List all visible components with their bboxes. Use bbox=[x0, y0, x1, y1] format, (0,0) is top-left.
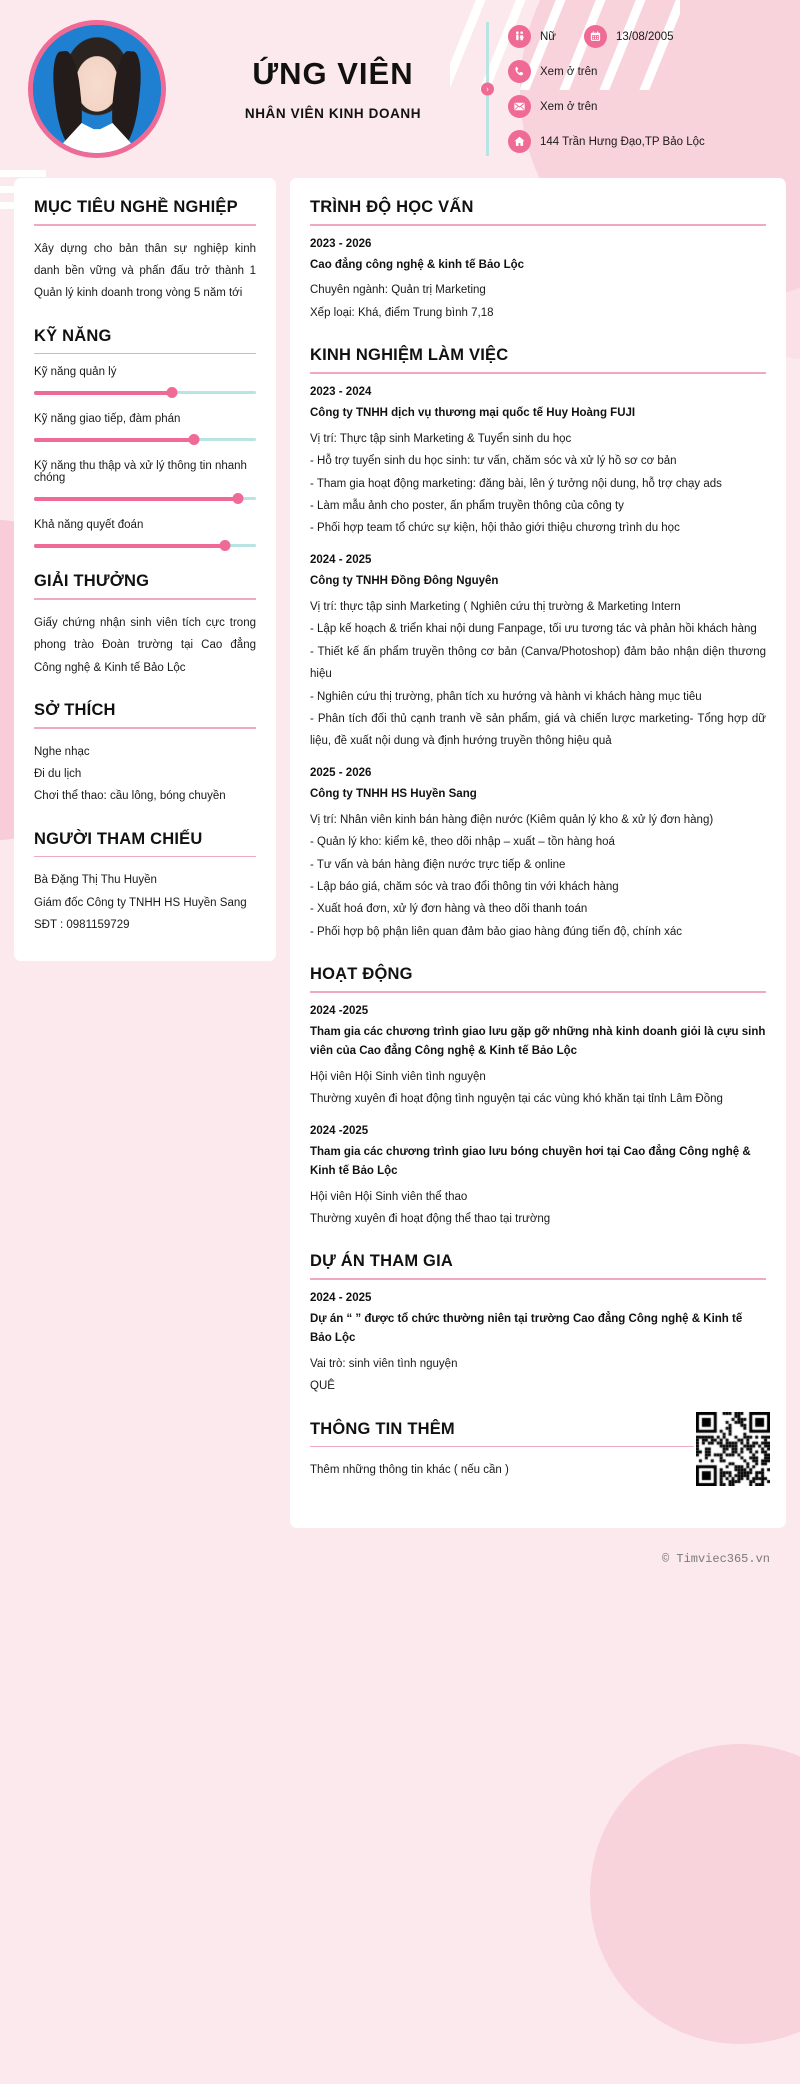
entry-line: - Xuất hoá đơn, xử lý đơn hàng và theo dõi thanh toán bbox=[310, 903, 588, 916]
entry-line: Hội viên Hội Sinh viên tình nguyện bbox=[310, 1070, 486, 1083]
contact-list bbox=[486, 0, 705, 178]
entry-title: Tham gia các chương trình giao lưu gặp gỡ những nhà kinh doanh giỏi là cựu sinh viên của Cao đẳng Công nghệ & Kinh tế Bảo Lộc bbox=[310, 1025, 766, 1057]
extra-info-text: Thêm những thông tin khác ( nếu cần ) bbox=[310, 1464, 509, 1477]
slider-fill bbox=[34, 391, 172, 395]
gender-icon bbox=[508, 25, 531, 48]
objective-text: Xây dựng cho bản thân sự nghiệp kinh danh bền vững và phấn đấu trở thành 1 Quản lý kinh doanh trong vòng 5 năm tới bbox=[34, 242, 256, 300]
section-title-projects: DỰ ÁN THAM GIA bbox=[310, 1252, 453, 1271]
section-activities bbox=[310, 965, 766, 1230]
name-block bbox=[208, 57, 458, 120]
skills-list bbox=[34, 366, 256, 550]
site-credit: © Timviec365.vn bbox=[661, 1551, 770, 1566]
email-icon bbox=[508, 95, 531, 118]
entry-line: Vị trí: Thực tập sinh Marketing & Tuyển sinh du học bbox=[310, 432, 572, 445]
slider-knob[interactable] bbox=[219, 540, 230, 551]
entry-date: 2024 -2025 bbox=[310, 1124, 369, 1137]
slider-knob[interactable] bbox=[233, 493, 244, 504]
entry-line: - Phối hợp team tổ chức sự kiện, hội thảo giới thiệu chương trình du học bbox=[310, 522, 680, 535]
skill-item bbox=[34, 460, 256, 503]
skill-item bbox=[34, 366, 256, 397]
phone-icon bbox=[508, 60, 531, 83]
entry-title: Tham gia các chương trình giao lưu bóng chuyền hơi tại Cao đẳng Công nghệ & Kinh tế Bảo Lộc bbox=[310, 1145, 751, 1177]
section-rule bbox=[34, 224, 256, 226]
skill-slider[interactable] bbox=[34, 493, 256, 503]
entry-line: Thường xuyên đi hoạt động tình nguyện tại các vùng khó khăn tại tỉnh Lâm Đồng bbox=[310, 1093, 723, 1106]
contact-email-value: Xem ở trên bbox=[540, 100, 598, 113]
section-title-experience: KINH NGHIỆM LÀM VIỆC bbox=[310, 346, 509, 365]
contact-item-email[interactable] bbox=[508, 95, 705, 118]
section-hobbies bbox=[34, 701, 256, 808]
entry-line: QUÊ bbox=[310, 1380, 335, 1393]
section-rule bbox=[310, 1278, 766, 1280]
section-title-extra-info: THÔNG TIN THÊM bbox=[310, 1419, 455, 1438]
entry-line: Thường xuyên đi hoạt động thể thao tại trường bbox=[310, 1212, 551, 1225]
skill-slider[interactable] bbox=[34, 434, 256, 444]
cv-header bbox=[0, 0, 800, 178]
avatar bbox=[28, 20, 166, 158]
section-education bbox=[310, 198, 766, 324]
contact-item-phone[interactable] bbox=[508, 60, 705, 83]
section-rule bbox=[310, 372, 766, 374]
entry-line: Hội viên Hội Sinh viên thể thao bbox=[310, 1190, 468, 1203]
entry-line: - Lập kế hoạch & triển khai nội dung Fanpage, tối ưu tương tác và phản hồi khách hàng bbox=[310, 623, 757, 636]
section-title-objective: MỤC TIÊU NGHỀ NGHIỆP bbox=[34, 198, 238, 216]
entry-title: Cao đẳng công nghệ & kinh tế Bảo Lộc bbox=[310, 258, 525, 271]
entry-line: - Làm mẫu ảnh cho poster, ấn phẩm truyền thông của công ty bbox=[310, 500, 624, 513]
cv-entry bbox=[310, 1292, 766, 1398]
cv-entry bbox=[310, 1005, 766, 1111]
slider-knob[interactable] bbox=[188, 434, 199, 445]
skill-label: Kỹ năng giao tiếp, đàm phán bbox=[34, 413, 181, 426]
entry-line: - Lập báo giá, chăm sóc và trao đổi thông tin với khách hàng bbox=[310, 881, 619, 894]
candidate-role: NHÂN VIÊN KINH DOANH bbox=[244, 105, 422, 121]
entry-date: 2023 - 2026 bbox=[310, 237, 372, 250]
contact-item-birthdate bbox=[584, 25, 674, 48]
entry-line: - Hỗ trợ tuyển sinh du học sinh: tư vấn, chăm sóc và xử lý hồ sơ cơ bản bbox=[310, 455, 677, 468]
entry-line: - Phân tích đối thủ cạnh tranh về sản phẩm, giá và chiến lược marketing- Tổng hợp dữ liệu, đề xuất nội dung và định hướng truyền thông hiệu quả bbox=[310, 712, 766, 748]
entry-line: Chuyên ngành: Quản trị Marketing bbox=[310, 284, 486, 297]
entry-line: Xếp loại: Khá, điểm Trung bình 7,18 bbox=[310, 306, 494, 319]
contact-rail-knob: › bbox=[481, 83, 494, 96]
section-title-education: TRÌNH ĐỘ HỌC VẤN bbox=[310, 198, 474, 216]
skill-label: Kỹ năng thu thập và xử lý thông tin nhanh chóng bbox=[34, 460, 247, 485]
reference-list bbox=[34, 869, 256, 936]
contact-item-gender bbox=[508, 25, 556, 48]
entry-date: 2024 - 2025 bbox=[310, 1291, 372, 1304]
entry-line: - Tham gia hoạt động marketing: đăng bài, lên ý tưởng nội dung, hỗ trợ chạy ads bbox=[310, 477, 722, 490]
section-title-awards: GIẢI THƯỞNG bbox=[34, 572, 150, 591]
entry-line: - Phối hợp bộ phận liên quan đảm bảo giao hàng đúng tiến độ, chính xác bbox=[310, 925, 682, 938]
section-reference bbox=[34, 830, 256, 937]
cv-footer bbox=[0, 1544, 800, 1580]
activities-entries bbox=[310, 1005, 766, 1231]
reference-line: Bà Đặng Thị Thu Huyền bbox=[34, 874, 157, 887]
reference-line: Giám đốc Công ty TNHH HS Huyền Sang bbox=[34, 896, 247, 909]
entry-line: - Thiết kế ấn phẩm truyền thông cơ bản (Canva/Photoshop) đảm bảo nhận diện thương hiệu bbox=[310, 645, 766, 681]
hobby-item: Đi du lịch bbox=[34, 767, 82, 780]
home-icon bbox=[508, 130, 531, 153]
projects-entries bbox=[310, 1292, 766, 1398]
section-rule bbox=[34, 598, 256, 600]
decorative-blob bbox=[590, 1744, 800, 2044]
section-awards bbox=[34, 572, 256, 679]
slider-fill bbox=[34, 497, 238, 501]
entry-title: Công ty TNHH Đồng Đông Nguyên bbox=[310, 574, 499, 587]
contact-address-value: 144 Trần Hưng Đạo,TP Bảo Lộc bbox=[540, 135, 705, 148]
entry-date: 2024 - 2025 bbox=[310, 553, 372, 566]
section-title-activities: HOẠT ĐỘNG bbox=[310, 965, 413, 984]
cv-body bbox=[0, 178, 800, 1544]
contact-birthdate-value: 13/08/2005 bbox=[616, 30, 674, 43]
entry-title: Công ty TNHH dịch vụ thương mại quốc tế Huy Hoàng FUJI bbox=[310, 406, 636, 419]
entry-line: Vị trí: Nhân viên kinh bán hàng điện nước (Kiêm quản lý kho & xử lý đơn hàng) bbox=[310, 813, 714, 826]
experience-entries bbox=[310, 386, 766, 944]
left-column bbox=[14, 178, 276, 961]
qr-code bbox=[694, 1410, 772, 1488]
section-rule bbox=[34, 727, 256, 729]
entry-date: 2023 - 2024 bbox=[310, 385, 372, 398]
right-column bbox=[290, 178, 786, 1528]
contact-item-address bbox=[508, 130, 705, 153]
hobby-item: Chơi thể thao: cầu lông, bóng chuyền bbox=[34, 790, 226, 803]
contact-row-pair bbox=[508, 25, 705, 48]
section-rule bbox=[34, 856, 256, 858]
cv-entry bbox=[310, 238, 766, 325]
awards-text: Giấy chứng nhận sinh viên tích cực trong phong trào Đoàn trường tại Cao đẳng Công nghệ & Kinh tế Bảo Lộc bbox=[34, 616, 256, 674]
entry-title: Công ty TNHH HS Huyền Sang bbox=[310, 787, 477, 800]
contact-gender-value: Nữ bbox=[540, 30, 557, 43]
slider-knob[interactable] bbox=[166, 387, 177, 398]
entry-line: Vị trí: thực tập sinh Marketing ( Nghiên cứu thị trường & Marketing Intern bbox=[310, 600, 681, 613]
skill-label: Kỹ năng quản lý bbox=[34, 366, 117, 379]
section-title-hobbies: SỞ THÍCH bbox=[34, 701, 116, 720]
slider-fill bbox=[34, 438, 194, 442]
cv-entry bbox=[310, 1125, 766, 1231]
cv-entry bbox=[310, 386, 766, 540]
section-rule bbox=[34, 353, 256, 355]
reference-line: SĐT : 0981159729 bbox=[34, 919, 130, 932]
entry-line: - Tư vấn và bán hàng điện nước trực tiếp & online bbox=[310, 858, 566, 871]
skill-item bbox=[34, 519, 256, 550]
candidate-name: ỨNG VIÊN bbox=[252, 56, 414, 92]
calendar-icon bbox=[584, 25, 607, 48]
section-experience bbox=[310, 346, 766, 943]
skill-item bbox=[34, 413, 256, 444]
entry-line: - Quản lý kho: kiểm kê, theo dõi nhập – xuất – tồn hàng hoá bbox=[310, 836, 615, 849]
skill-label: Khả năng quyết đoán bbox=[34, 519, 144, 532]
entry-line: Vai trò: sinh viên tình nguyện bbox=[310, 1357, 458, 1370]
entry-date: 2024 -2025 bbox=[310, 1004, 369, 1017]
section-title-skills: KỸ NĂNG bbox=[34, 326, 112, 345]
section-rule bbox=[310, 991, 766, 993]
section-title-reference: NGƯỜI THAM CHIẾU bbox=[34, 829, 203, 848]
entry-line: - Nghiên cứu thị trường, phân tích xu hướng và hành vi khách hàng mục tiêu bbox=[310, 690, 702, 703]
hobbies-list bbox=[34, 741, 256, 808]
hobby-item: Nghe nhạc bbox=[34, 745, 90, 758]
skill-slider[interactable] bbox=[34, 387, 256, 397]
contact-phone-value: Xem ở trên bbox=[540, 65, 598, 78]
entry-title: Dự án “ ” được tổ chức thường niên tại trường Cao đẳng Công nghệ & Kinh tế Bảo Lộc bbox=[310, 1312, 743, 1344]
cv-entry bbox=[310, 554, 766, 753]
section-projects bbox=[310, 1252, 766, 1397]
slider-fill bbox=[34, 544, 225, 548]
education-entries bbox=[310, 238, 766, 325]
section-rule bbox=[310, 224, 766, 226]
cv-entry bbox=[310, 767, 766, 944]
section-objective bbox=[34, 198, 256, 305]
entry-date: 2025 - 2026 bbox=[310, 766, 372, 779]
section-skills bbox=[34, 327, 256, 551]
skill-slider[interactable] bbox=[34, 540, 256, 550]
